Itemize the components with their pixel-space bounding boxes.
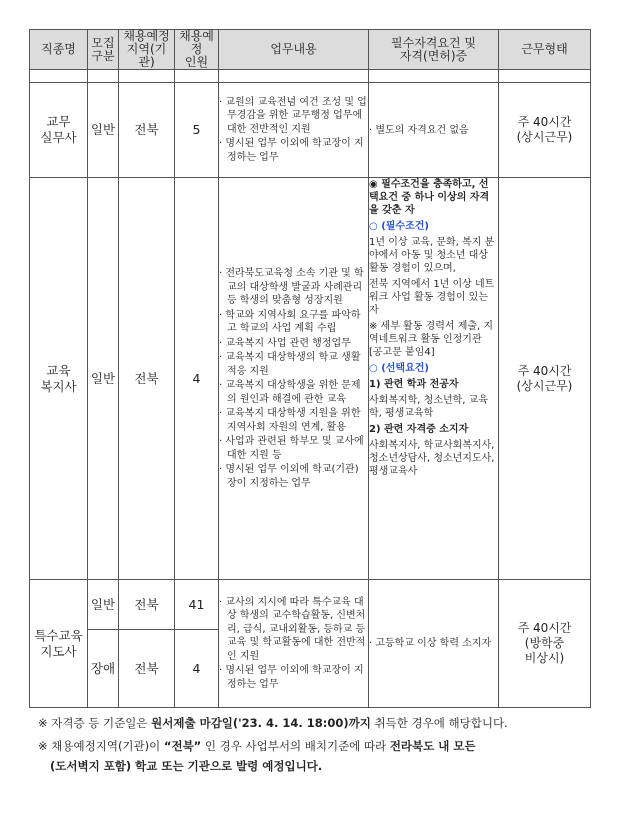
duties <box>219 580 369 708</box>
duty-item: · 전라북도교육청 소속 기관 및 학교의 대상학생 발굴과 사례관리 등 학생의 맞춤형 성장지원 <box>219 268 364 306</box>
req-must-title: ○ (필수조건) <box>369 221 429 232</box>
work-type: 주 40시간 (상시근무) <box>499 178 591 580</box>
header-duties: 업무내용 <box>219 30 369 70</box>
header-work-type: 근무형태 <box>499 30 591 70</box>
req-headline: ◉ 필수조건을 충족하고, 선택요건 중 하나 이상의 자격을 갖춘 자 <box>369 179 490 216</box>
req-opt-1-body: 사회복지학, 청소년학, 교육학, 평생교육학 <box>369 395 488 419</box>
region: 전북 <box>119 580 175 630</box>
req-must-2: 전북 지역에서 1년 이상 네트워크 사업 활동 경험이 있는 자 <box>369 279 495 316</box>
req-must-1: 1년 이상 교육, 문화, 복지 분야에서 아동 및 청소년 대상 활동 경험이 있으며, <box>369 237 495 274</box>
recruitment-table <box>29 29 591 708</box>
requirements <box>369 178 499 580</box>
header-row <box>30 30 591 70</box>
duty-item: · 교육복지 대상학생의 학교 생활 적응 지원 <box>219 352 361 377</box>
header-job: 직종명 <box>30 30 88 70</box>
duty-item: · 명시된 업무 이외에 학교장이 지정하는 업무 <box>219 665 364 690</box>
req-note: ※ 세부 활동 경력서 제출, 지역네트워크 활동 인정기관 [공고문 붙임4] <box>369 321 494 358</box>
duty-item: · 교육복지 사업 관련 행정업무 <box>219 337 351 349</box>
req-opt-2-body: 사회복지사, 학교사회복지사, 청소년상담사, 청소년지도사, 평생교육사 <box>369 440 495 477</box>
job-name: 교육 복지사 <box>30 178 88 580</box>
req-opt-2-title: 2) 관련 자격증 소지자 <box>369 424 469 435</box>
region: 전북 <box>119 630 175 708</box>
duty-item: · 교육복지 대상학생을 위한 문제의 원인과 해결에 관한 교육 <box>219 380 361 405</box>
header-count: 채용예정 인원 <box>175 30 219 70</box>
requirements: · 고등학교 이상 학력 소지자 <box>369 580 499 708</box>
footnotes <box>38 713 598 779</box>
headcount: 4 <box>175 630 219 708</box>
recruit-type: 일반 <box>88 83 119 178</box>
job-name: 특수교육 지도사 <box>30 580 88 708</box>
duty-item: · 명시된 업무 이외에 학교장이 지정하는 업무 <box>219 138 364 163</box>
duties <box>219 178 369 580</box>
duty-item: · 교육복지 대상학생 지원을 위한 지역사회 자원의 연계, 활용 <box>219 408 361 433</box>
region: 전북 <box>119 83 175 178</box>
requirements: · 별도의 자격요건 없음 <box>369 83 499 178</box>
duty-item: · 명시된 업무 이외에 학교(기관) 장이 지정하는 업무 <box>219 464 359 489</box>
headcount: 41 <box>175 580 219 630</box>
table-row <box>30 178 591 580</box>
header-region: 채용예정 지역(기관) <box>119 30 175 70</box>
headcount: 5 <box>175 83 219 178</box>
recruit-type: 일반 <box>88 178 119 580</box>
duty-item: · 사업과 관련된 학부모 및 교사에 대한 지원 등 <box>219 436 364 461</box>
duty-item: · 교사의 지시에 따라 특수교육 대상 학생의 교수학습활동, 신변처리, 급식, 교내외활동, 등하교 등 교육 및 학교활동에 대한 전반적인 지원 <box>219 596 366 662</box>
req-optional-title: ○ (선택요건) <box>369 363 429 374</box>
footnote-2: ※ 채용예정지역(기관)이 “전북” 인 경우 사업부서의 배치기준에 따라 전라북도 내 모든 (도서벽지 포함) 학교 또는 기관으로 발령 예정입니다. <box>38 739 476 773</box>
table-row <box>30 580 591 630</box>
recruit-type: 장애 <box>88 630 119 708</box>
footnote-1: ※ 자격증 등 기준일은 원서제출 마감일('23. 4. 14. 18:00)까지 취득한 경우에 해당합니다. <box>38 716 508 730</box>
spacer-row <box>30 70 591 83</box>
work-type: 주 40시간 (방학중 비상시) <box>499 580 591 708</box>
header-requirements: 필수자격요건 및 자격(면허)증 <box>369 30 499 70</box>
duty-item: · 교원의 교육전념 여건 조성 및 업무경감을 위한 교무행정 업무에 대한 전반적인 지원 <box>219 96 367 135</box>
table-row <box>30 83 591 178</box>
req-opt-1-title: 1) 관련 학과 전공자 <box>369 379 459 390</box>
work-type: 주 40시간 (상시근무) <box>499 83 591 178</box>
headcount: 4 <box>175 178 219 580</box>
job-name: 교무 실무사 <box>30 83 88 178</box>
header-type: 모집 구분 <box>88 30 119 70</box>
duty-item: · 학교와 지역사회 요구를 파악하고 학교의 사업 계획 수립 <box>219 309 361 334</box>
recruit-type: 일반 <box>88 580 119 630</box>
region: 전북 <box>119 178 175 580</box>
duties <box>219 83 369 178</box>
